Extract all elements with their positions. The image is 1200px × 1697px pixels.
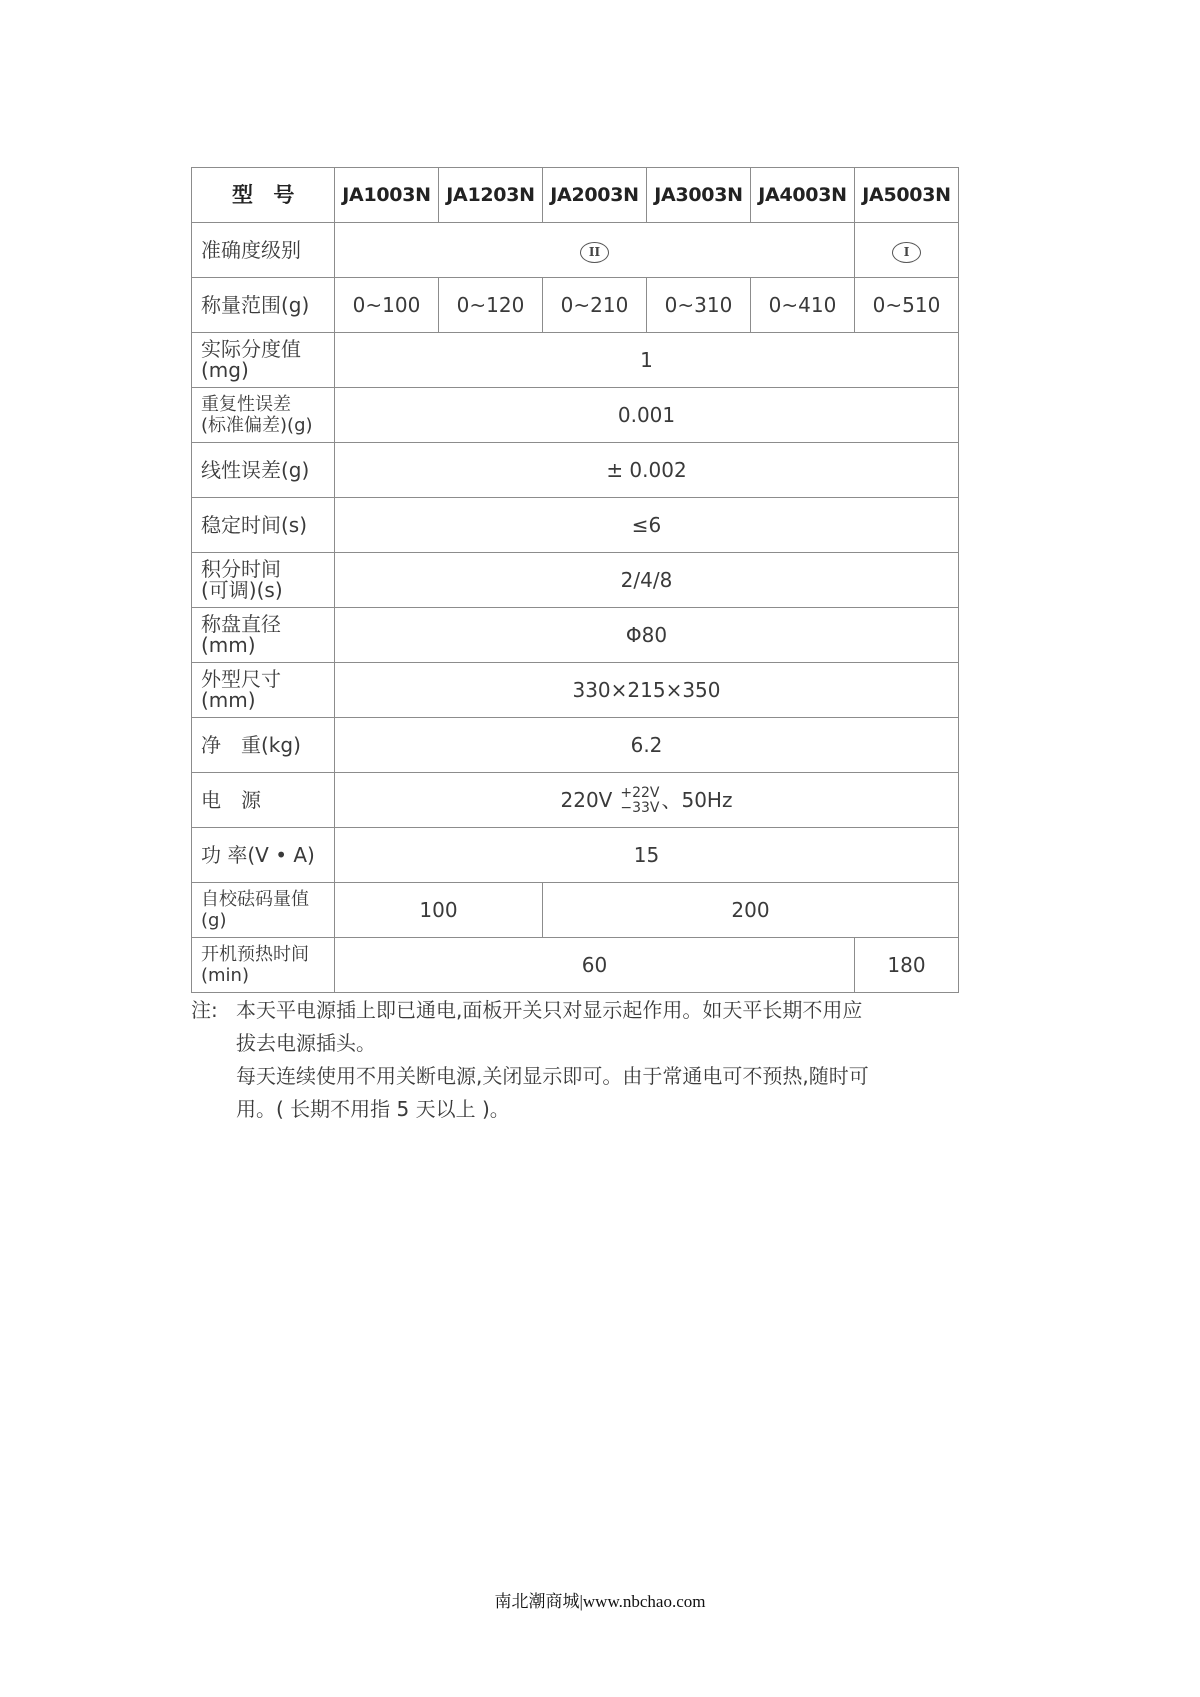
model-cell: JA5003N — [855, 168, 959, 223]
model-cell: JA2003N — [543, 168, 647, 223]
warmup-label — [192, 938, 335, 993]
voltage: 220V — [560, 787, 613, 812]
repeatability-value: 0.001 — [335, 388, 959, 443]
power-label: 功 率(V • A) — [192, 828, 335, 883]
model-cell: JA3003N — [647, 168, 751, 223]
calibration-label — [192, 883, 335, 938]
range-cell: 0~510 — [855, 278, 959, 333]
label-line: (标准偏差)(g) — [201, 415, 313, 436]
range-cell: 0~100 — [335, 278, 439, 333]
note-row — [191, 1093, 971, 1126]
net-weight-value: 6.2 — [335, 718, 959, 773]
grade-badge: I — [892, 242, 921, 263]
net-weight-row — [192, 718, 959, 773]
stabilization-row — [192, 498, 959, 553]
net-weight-label: 净 重(kg) — [192, 718, 335, 773]
linearity-row — [192, 443, 959, 498]
label-line: 开机预热时间 — [201, 944, 309, 965]
range-row — [192, 278, 959, 333]
power-supply-value — [335, 773, 959, 828]
pan-row — [192, 608, 959, 663]
dimensions-row — [192, 663, 959, 718]
power-supply-label: 电 源 — [192, 773, 335, 828]
linearity-label: 线性误差(g) — [192, 443, 335, 498]
power-supply-row — [192, 773, 959, 828]
division-value: 1 — [335, 333, 959, 388]
integration-label — [192, 553, 335, 608]
integration-row — [192, 553, 959, 608]
range-cell: 0~310 — [647, 278, 751, 333]
label-line: 积分时间 — [201, 557, 281, 581]
label-line: (可调)(s) — [201, 578, 283, 602]
label-line: 实际分度值 — [201, 337, 301, 361]
range-cell: 0~410 — [751, 278, 855, 333]
tolerance-plus: +22V — [620, 785, 660, 802]
note-line: 本天平电源插上即已通电,面板开关只对显示起作用。如天平长期不用应 — [236, 998, 863, 1022]
tolerance-minus: −33V — [620, 800, 660, 817]
label-line: 自校砝码量值 — [201, 889, 309, 910]
dimensions-label: 外型尺寸(mm) — [192, 663, 335, 718]
label-line: (min) — [201, 965, 249, 986]
spec-table — [191, 167, 959, 993]
dimensions-value: 330×215×350 — [335, 663, 959, 718]
stabilization-label: 稳定时间(s) — [192, 498, 335, 553]
header-row — [192, 168, 959, 223]
power-value: 15 — [335, 828, 959, 883]
accuracy-row — [192, 223, 959, 278]
note-block — [191, 994, 971, 1126]
note-row — [191, 1060, 971, 1093]
note-line: 每天连续使用不用关断电源,关闭显示即可。由于常通电可不预热,随时可 — [236, 1064, 869, 1088]
accuracy-value-b — [855, 223, 959, 278]
repeatability-label — [192, 388, 335, 443]
range-cell: 0~210 — [543, 278, 647, 333]
range-cell: 0~120 — [439, 278, 543, 333]
model-cell: JA4003N — [751, 168, 855, 223]
stabilization-value: ≤6 — [335, 498, 959, 553]
voltage-tolerance — [620, 786, 659, 816]
pan-value: Φ80 — [335, 608, 959, 663]
linearity-value: ± 0.002 — [335, 443, 959, 498]
grade-badge: II — [580, 242, 609, 263]
note-line: 拔去电源插头。 — [236, 1031, 376, 1055]
warmup-value-b: 180 — [855, 938, 959, 993]
note-row — [191, 994, 971, 1027]
note-row — [191, 1027, 971, 1060]
calibration-value-b: 200 — [543, 883, 959, 938]
calibration-value-a: 100 — [335, 883, 543, 938]
accuracy-label: 准确度级别 — [192, 223, 335, 278]
warmup-row — [192, 938, 959, 993]
model-label: 型 号 — [192, 168, 335, 223]
calibration-row — [192, 883, 959, 938]
range-label: 称量范围(g) — [192, 278, 335, 333]
warmup-value-a: 60 — [335, 938, 855, 993]
pan-label: 称盘直径(mm) — [192, 608, 335, 663]
power-row — [192, 828, 959, 883]
model-cell: JA1003N — [335, 168, 439, 223]
label-line: (g) — [201, 910, 227, 931]
footer-text: 南北潮商城|www.nbchao.com — [494, 1592, 706, 1611]
model-cell: JA1203N — [439, 168, 543, 223]
repeatability-row — [192, 388, 959, 443]
frequency: 、50Hz — [661, 787, 733, 812]
note-prefix: 注: — [191, 998, 218, 1022]
label-line: (mg) — [201, 358, 249, 382]
label-line: 重复性误差 — [201, 394, 291, 415]
accuracy-value-a — [335, 223, 855, 278]
division-label — [192, 333, 335, 388]
note-line: 用。( 长期不用指 5 天以上 )。 — [236, 1097, 510, 1121]
division-row — [192, 333, 959, 388]
integration-value: 2/4/8 — [335, 553, 959, 608]
